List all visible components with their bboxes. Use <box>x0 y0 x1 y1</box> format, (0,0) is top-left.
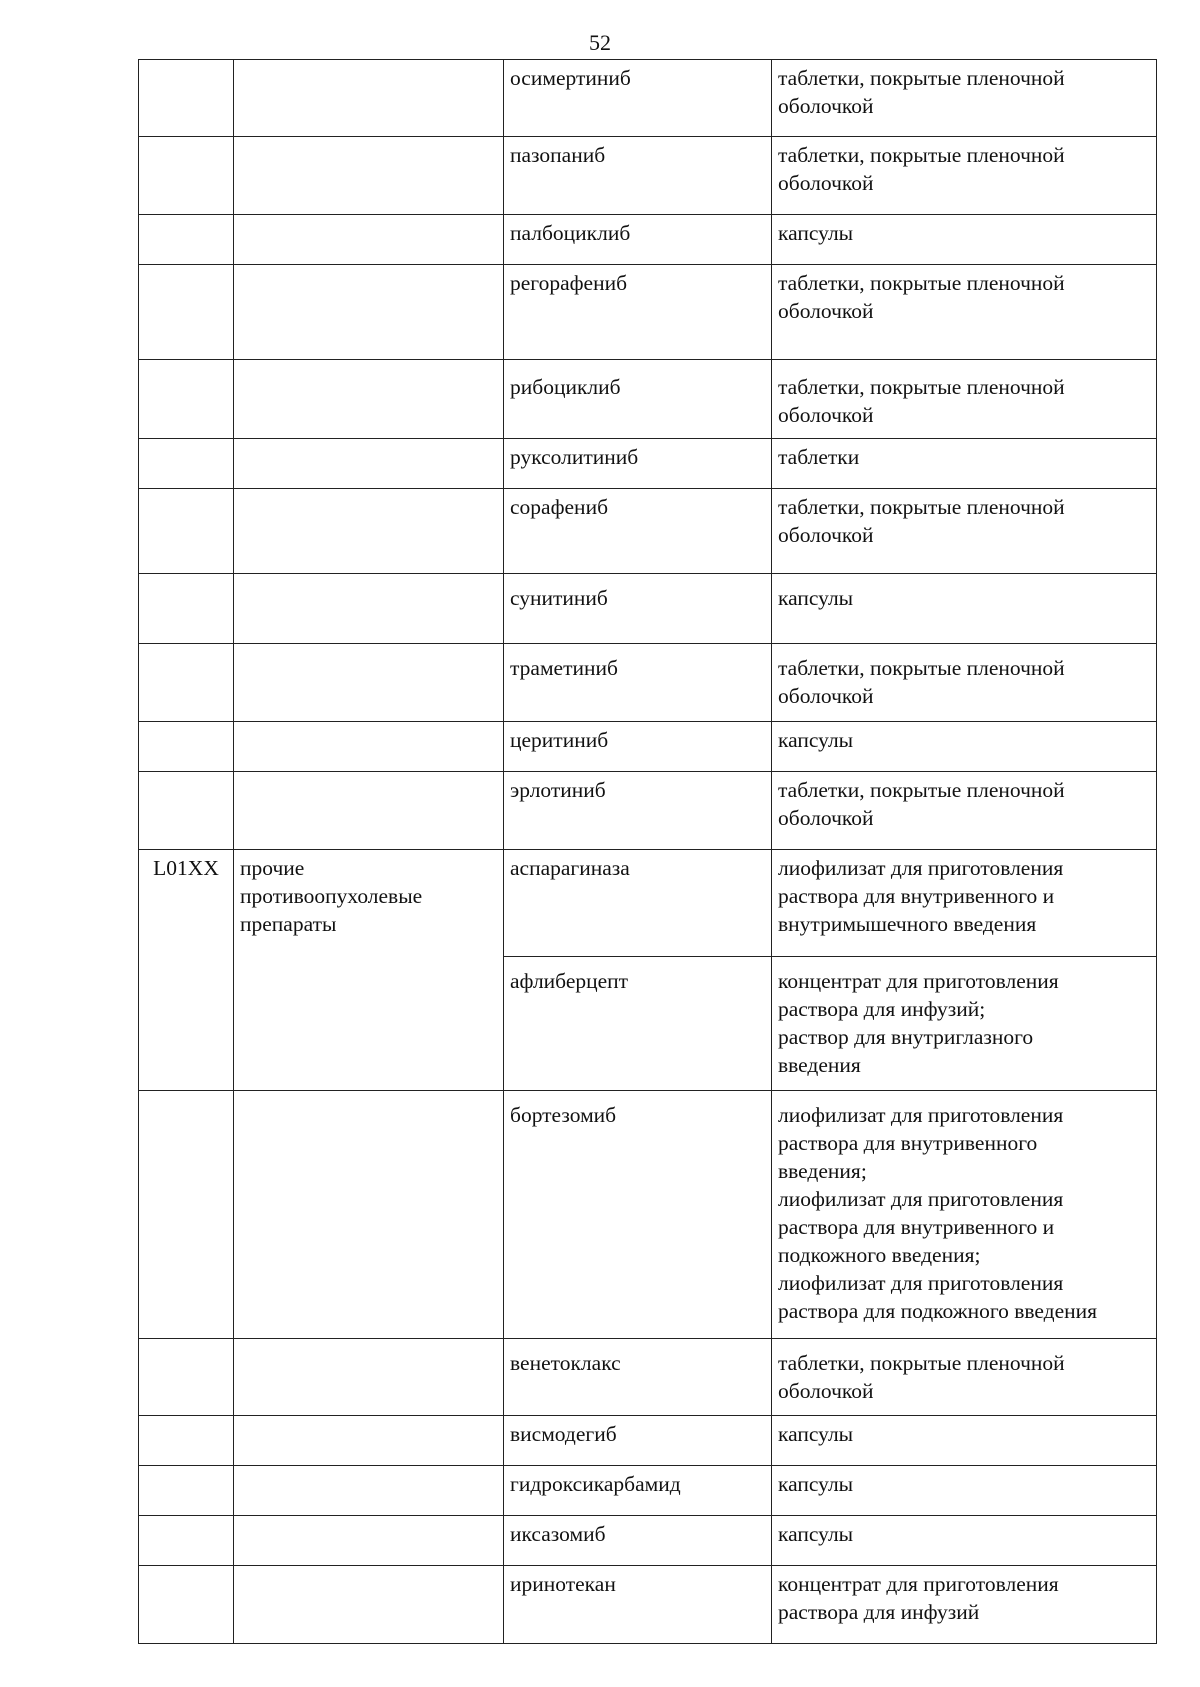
dosage-form-cell: таблетки <box>772 439 1157 489</box>
dosage-form-cell: таблетки, покрытые пленочной оболочкой <box>772 772 1157 850</box>
dosage-form-cell: таблетки, покрытые пленочной оболочкой <box>772 1339 1157 1416</box>
table-row <box>139 265 1157 360</box>
drug-name-cell: траметиниб <box>504 644 772 722</box>
drug-name-cell: иксазомиб <box>504 1516 772 1566</box>
group-cell <box>234 489 504 574</box>
atc-code-cell <box>139 60 234 137</box>
group-cell <box>234 644 504 722</box>
atc-code-cell <box>139 1416 234 1466</box>
drug-name-cell: пазопаниб <box>504 137 772 215</box>
dosage-form-cell: капсулы <box>772 1416 1157 1466</box>
drug-name-cell: палбоциклиб <box>504 215 772 265</box>
atc-code-cell <box>139 574 234 644</box>
atc-code-cell <box>139 1466 234 1516</box>
dosage-form-cell: капсулы <box>772 574 1157 644</box>
drug-name-cell: руксолитиниб <box>504 439 772 489</box>
dosage-form-cell: концентрат для приготовления раствора для инфузий; раствор для внутриглазного введения <box>772 957 1157 1091</box>
atc-code-cell <box>139 1566 234 1644</box>
drug-table <box>138 59 1157 1644</box>
atc-code-cell <box>139 137 234 215</box>
atc-code-cell <box>139 644 234 722</box>
group-cell <box>234 1466 504 1516</box>
drug-name-cell: иринотекан <box>504 1566 772 1644</box>
table-row <box>139 772 1157 850</box>
atc-code-cell <box>139 489 234 574</box>
group-cell <box>234 137 504 215</box>
atc-code-cell <box>139 1516 234 1566</box>
dosage-form-cell: таблетки, покрытые пленочной оболочкой <box>772 265 1157 360</box>
drug-name-cell: осимертиниб <box>504 60 772 137</box>
dosage-form-cell: капсулы <box>772 1466 1157 1516</box>
group-cell <box>234 1416 504 1466</box>
dosage-form-cell: лиофилизат для приготовления раствора для внутривенного и внутримышечного введения <box>772 850 1157 957</box>
atc-code-cell <box>139 722 234 772</box>
atc-code-cell <box>139 265 234 360</box>
atc-code-cell <box>139 215 234 265</box>
atc-code-cell <box>139 360 234 439</box>
table-row <box>139 850 1157 957</box>
dosage-form-cell: таблетки, покрытые пленочной оболочкой <box>772 644 1157 722</box>
atc-code-cell <box>139 1339 234 1416</box>
atc-code-cell <box>139 1091 234 1339</box>
dosage-form-cell: капсулы <box>772 722 1157 772</box>
group-cell <box>234 215 504 265</box>
group-cell <box>234 439 504 489</box>
drug-name-cell: бортезомиб <box>504 1091 772 1339</box>
group-cell <box>234 1516 504 1566</box>
dosage-form-cell: лиофилизат для приготовления раствора для внутривенного введения; лиофилизат для приготовления раствора для внутривенного и подкожного введения; лиофилизат для приготовления раствора для подкожного введения <box>772 1091 1157 1339</box>
dosage-form-cell: таблетки, покрытые пленочной оболочкой <box>772 137 1157 215</box>
atc-code-cell <box>139 772 234 850</box>
drug-name-cell: гидроксикарбамид <box>504 1466 772 1516</box>
drug-name-cell: сунитиниб <box>504 574 772 644</box>
group-cell <box>234 772 504 850</box>
atc-code-cell <box>139 439 234 489</box>
drug-name-cell: рибоциклиб <box>504 360 772 439</box>
table-row <box>139 360 1157 439</box>
table-row <box>139 137 1157 215</box>
dosage-form-cell: таблетки, покрытые пленочной оболочкой <box>772 60 1157 137</box>
group-cell <box>234 60 504 137</box>
group-cell <box>234 722 504 772</box>
drug-name-cell: афлиберцепт <box>504 957 772 1091</box>
table-row <box>139 644 1157 722</box>
page-number: 52 <box>589 30 611 55</box>
table-row <box>139 1339 1157 1416</box>
group-cell <box>234 574 504 644</box>
group-cell <box>234 1091 504 1339</box>
table-row <box>139 1416 1157 1466</box>
drug-name-cell: сорафениб <box>504 489 772 574</box>
drug-name-cell: эрлотиниб <box>504 772 772 850</box>
dosage-form-cell: таблетки, покрытые пленочной оболочкой <box>772 489 1157 574</box>
atc-code-cell: L01XX <box>139 850 234 1091</box>
dosage-form-cell: капсулы <box>772 215 1157 265</box>
group-cell <box>234 265 504 360</box>
drug-name-cell: регорафениб <box>504 265 772 360</box>
group-cell <box>234 1566 504 1644</box>
table-row <box>139 439 1157 489</box>
table-row <box>139 1566 1157 1644</box>
table-row <box>139 60 1157 137</box>
group-cell: прочие противоопухолевые препараты <box>234 850 504 1091</box>
group-cell <box>234 360 504 439</box>
table-row <box>139 574 1157 644</box>
dosage-form-cell: таблетки, покрытые пленочной оболочкой <box>772 360 1157 439</box>
table-row <box>139 1466 1157 1516</box>
table-row <box>139 489 1157 574</box>
group-cell <box>234 1339 504 1416</box>
table-row <box>139 1516 1157 1566</box>
drug-name-cell: венетоклакс <box>504 1339 772 1416</box>
dosage-form-cell: капсулы <box>772 1516 1157 1566</box>
table-row <box>139 1091 1157 1339</box>
table-row <box>139 215 1157 265</box>
drug-name-cell: аспарагиназа <box>504 850 772 957</box>
table-row <box>139 722 1157 772</box>
dosage-form-cell: концентрат для приготовления раствора для инфузий <box>772 1566 1157 1644</box>
drug-name-cell: церитиниб <box>504 722 772 772</box>
drug-name-cell: висмодегиб <box>504 1416 772 1466</box>
